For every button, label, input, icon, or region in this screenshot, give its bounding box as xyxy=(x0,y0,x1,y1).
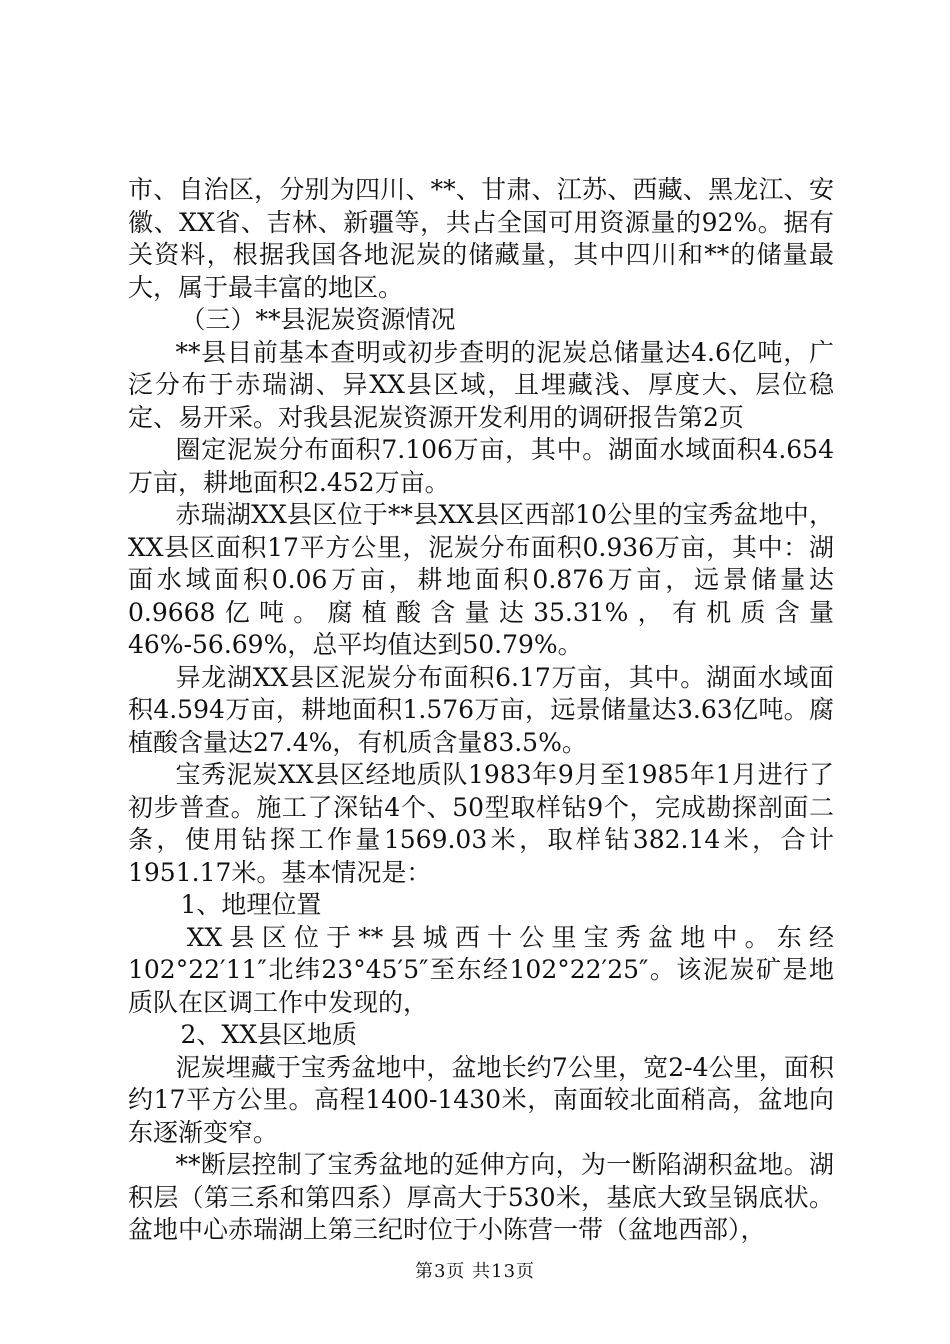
section-heading-county-peat: （三）**县泥炭资源情况 xyxy=(180,305,456,334)
subheading-geology: 2、XX县区地质 xyxy=(180,1020,358,1049)
document-body xyxy=(128,174,834,1247)
paragraph-yilong-lake: 异龙湖XX县区泥炭分布面积6.17万亩，其中。湖面水域面积4.594万亩，耕地面积1.576万亩，远景储量达3.63亿吨。腐植酸含量达27.4%，有机质含量83.5%。 xyxy=(128,662,834,757)
paragraph-fault: **断层控制了宝秀盆地的延伸方向，为一断陷湖积盆地。湖积层（第三系和第四系）厚高大于530米，基底大致呈锅底状。盆地中心赤瑞湖上第三纪时位于小陈营一带（盆地西部）， xyxy=(128,1150,834,1244)
page-footer: 第3页 共13页 xyxy=(414,1261,536,1282)
paragraph-provinces: 市、自治区，分别为四川、**、甘肃、江苏、西藏、黑龙江、安徽、XX省、吉林、新疆等，共占全国可用资源量的92%。据有关资料，根据我国各地泥炭的储藏量，其中四川和**的储量最大，属于最丰富的地区。 xyxy=(128,175,834,302)
subheading-location: 1、地理位置 xyxy=(180,890,322,919)
paragraph-county-reserves: **县目前基本查明或初步查明的泥炭总储量达4.6亿吨，广泛分布于赤瑞湖、异XX县区域，且埋藏浅、厚度大、层位稳定、易开采。对我县泥炭资源开发利用的调研报告第2页 xyxy=(128,337,834,432)
paragraph-basin: 泥炭埋藏于宝秀盆地中，盆地长约7公里，宽2-4公里，面积约17平方公里。高程1400-1430米，南面较北面稍高，盆地向东逐渐变窄。 xyxy=(128,1052,834,1147)
paragraph-distribution-area: 圈定泥炭分布面积7.106万亩，其中。湖面水域面积4.654万亩，耕地面积2.452万亩。 xyxy=(128,435,834,497)
paragraph-location: XX县区位于**县城西十公里宝秀盆地中。东经102°22′11″北纬23°45′5″至东经102°22′25″。该泥炭矿是地质队在区调工作中发现的， xyxy=(128,922,834,1017)
paragraph-chirui-lake: 赤瑞湖XX县区位于**县XX县区西部10公里的宝秀盆地中，XX县区面积17平方公里，泥炭分布面积0.936万亩，其中：湖面水域面积0.06万亩，耕地面积0.876万亩，远景储量达0.9668亿吨。腐植酸含量达35.31%，有机质含量46%-56.69%，总平均值达到50.79%。 xyxy=(128,500,834,659)
paragraph-baoxiu-survey: 宝秀泥炭XX县区经地质队1983年9月至1985年1月进行了初步普查。施工了深钻4个、50型取样钻9个，完成勘探剖面二条，使用钻探工作量1569.03米，取样钻382.14米，合计1951.17米。基本情况是： xyxy=(128,760,834,887)
